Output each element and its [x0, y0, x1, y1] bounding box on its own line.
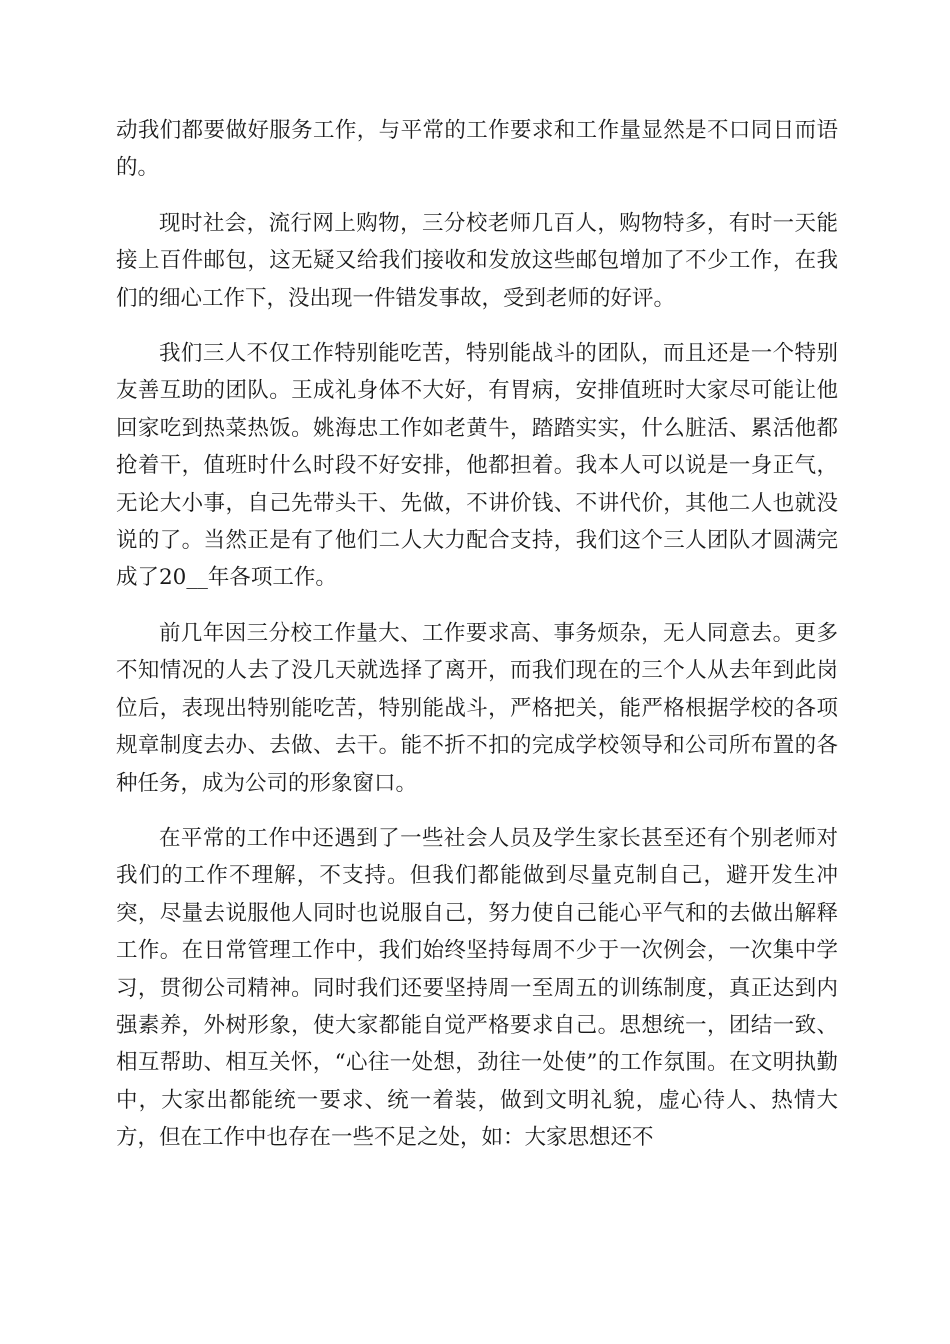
- paragraph-line: 围。在文明执勤中，大家出都能统一要求、统一着装，做到文明礼貌，虚: [116, 1050, 838, 1113]
- paragraph-line: 对我们的工作不理解，不支持。但我们都能做到尽量克制自己，避开发生: [116, 825, 838, 889]
- paragraph-line: 在平常的工作中还遇到了一些社会人员及学生家长甚至还有个别老师: [159, 825, 817, 851]
- paragraph-line: 解释工作。在日常管理工作中，我们始终坚持每周不少于一次例会，一次: [116, 900, 838, 964]
- paragraph-line: 在我们的细心工作下，没出现一件错发事故，受到老师的好评。: [116, 248, 838, 311]
- paragraph-5: [116, 820, 838, 1157]
- paragraph-line: 我们三人不仅工作特别能吃苦，特别能战斗的团队，而且还是一个特: [159, 341, 817, 367]
- paragraph-line: 身正气，无论大小事，自己先带头干、先做，不讲价钱、不讲代价，其他: [116, 453, 838, 516]
- paragraph-line: 此岗位后，表现出特别能吃苦，特别能战斗，严格把关，能严格根据学校: [116, 658, 838, 721]
- paragraph-line: 让他回家吃到热菜热饭。姚海忠工作如老黄牛，踏踏实实，什么脏活、累: [116, 378, 838, 441]
- paragraph-line: 别友善互助的团队。王成礼身体不大好，有胃病，安排值班时大家尽可能: [116, 341, 838, 404]
- paragraph-3: [116, 335, 838, 597]
- paragraph-line: 冲突，尽量去说服他人同时也说服自己，努力使自己能心平气和的去做出: [116, 863, 838, 926]
- paragraph-line: 团队才圆满完成了20__年各项工作。: [116, 528, 838, 591]
- paragraph-4: [116, 615, 838, 802]
- paragraph-line: 团结一致、相互帮助、相互关怀，“心往一处想，劲往一处使”的工作氛: [116, 1012, 838, 1076]
- paragraph-line: 心待人、热情大方，但在工作中也存在一些不足之处，如：大家思想还不: [116, 1087, 838, 1151]
- paragraph-line: 二人也就没说的了。当然正是有了他们二人大力配合支持，我们这个三人: [116, 490, 838, 554]
- paragraph-line: 活他都抢着干，值班时什么时段不好安排，他都担着。我本人可以说是一: [116, 415, 838, 479]
- paragraph-1: [116, 112, 838, 187]
- paragraph-line: 能接上百件邮包，这无疑又给我们接收和发放这些邮包增加了不少工作，: [116, 210, 838, 274]
- paragraph-line: 动我们都要做好服务工作，与平常的工作要求和工作量显然是不口同日而: [116, 118, 817, 143]
- document-page: [116, 112, 838, 1175]
- paragraph-line: 语的。: [116, 118, 838, 181]
- paragraph-line: 多不知情况的人去了没几天就选择了离开，而我们现在的三个人从去年到: [116, 620, 838, 684]
- paragraph-line: 前几年因三分校工作量大、工作要求高、事务烦杂，无人同意去。更: [159, 620, 817, 646]
- paragraph-line: 的各项规章制度去办、去做、去干。能不折不扣的完成学校领导和公司所: [116, 695, 838, 759]
- paragraph-line: 布置的各种任务，成为公司的形象窗口。: [116, 733, 838, 796]
- paragraph-line: 现时社会，流行网上购物，三分校老师几百人，购物特多，有时一天: [159, 210, 817, 236]
- paragraph-line: 正达到内强素养，外树形象，使大家都能自觉严格要求自己。思想统一，: [116, 975, 838, 1038]
- paragraph-2: [116, 205, 838, 317]
- paragraph-line: 集中学习，贯彻公司精神。同时我们还要坚持周一至周五的训练制度，真: [116, 938, 838, 1001]
